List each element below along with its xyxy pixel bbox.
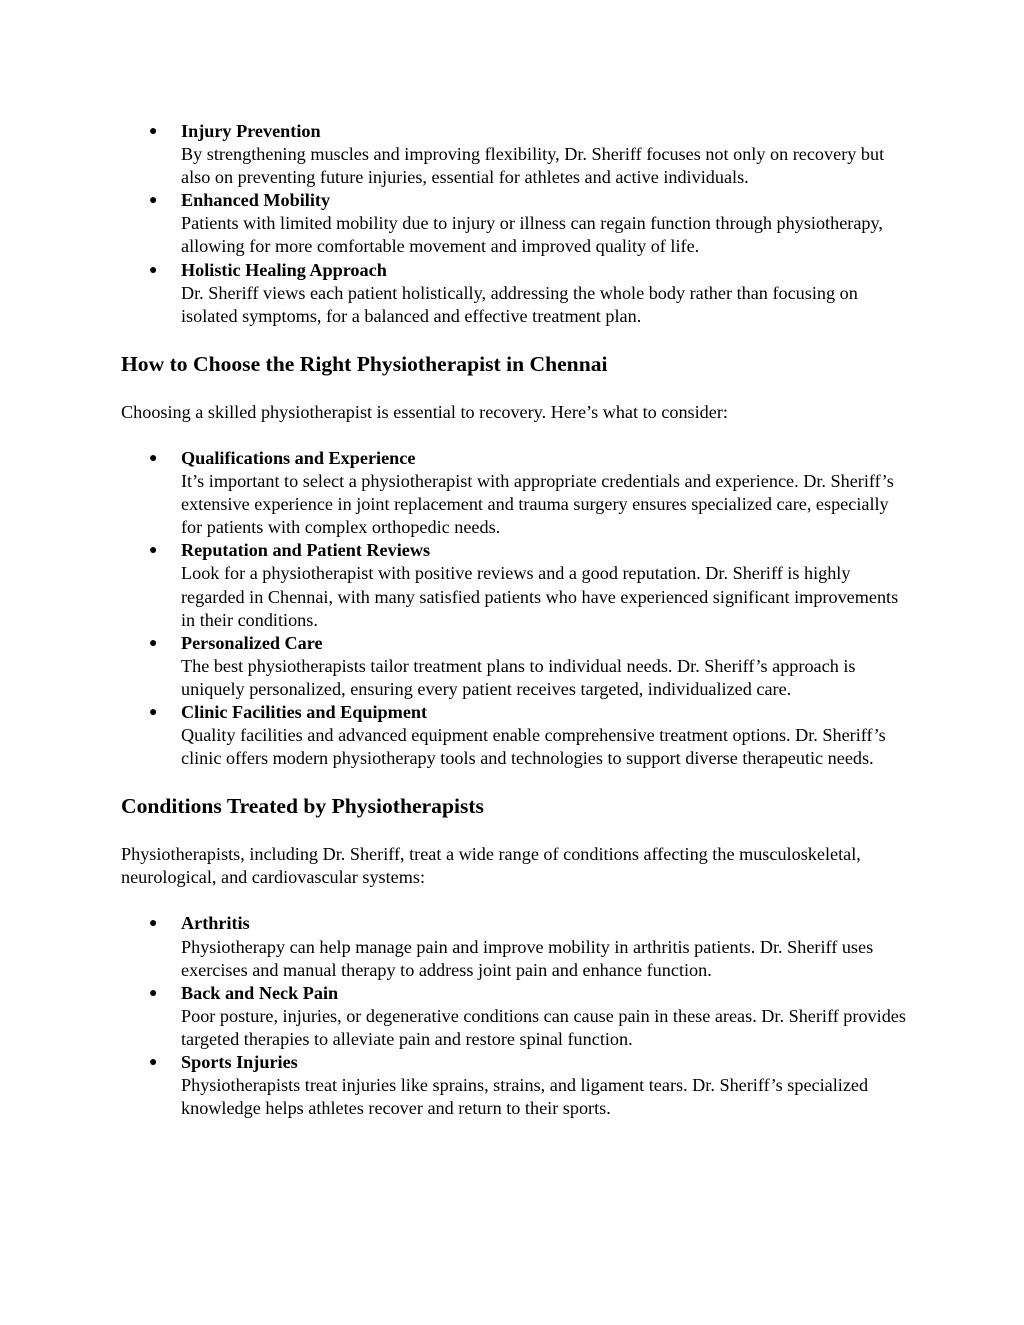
item-title: Clinic Facilities and Equipment (181, 701, 428, 722)
spacer (121, 377, 911, 401)
section-intro: Physiotherapists, including Dr. Sheriff, treat a wide range of conditions affecting the musculoskeletal, neurological, and cardiovascular systems: (121, 844, 861, 888)
list-item (121, 912, 911, 981)
item-description: Poor posture, injuries, or degenerative conditions can cause pain in these areas. Dr. Sheriff provides targeted therapies to alleviate pain and restore spinal function. (181, 1005, 906, 1049)
item-description: Patients with limited mobility due to injury or illness can regain function through physiotherapy, allowing for more comfortable movement and improved quality of life. (181, 213, 883, 257)
spacer (121, 328, 911, 351)
bullet-icon: ● (149, 916, 158, 932)
spacer (121, 819, 911, 843)
document-body (121, 120, 911, 1120)
bullet-icon: ● (149, 1055, 158, 1070)
conditions-list (121, 912, 911, 1120)
item-title: Arthritis (181, 913, 250, 934)
bullet-icon: ● (149, 450, 158, 466)
spacer (121, 770, 911, 793)
spacer (121, 424, 911, 447)
section-intro: Choosing a skilled physiotherapist is essential to recovery. Here’s what to consider: (121, 401, 728, 422)
item-description: By strengthening muscles and improving flexibility, Dr. Sheriff focuses not only on recovery but also on preventing future injuries, essential for athletes and active individuals. (181, 144, 885, 188)
list-item (121, 701, 911, 770)
benefits-list (121, 120, 911, 328)
item-title: Personalized Care (181, 632, 323, 653)
item-description: Physiotherapy can help manage pain and improve mobility in arthritis patients. Dr. Sheriff uses exercises and manual therapy to address joint pain and enhance function. (181, 936, 874, 980)
list-item (121, 539, 911, 631)
bullet-icon: ● (149, 704, 158, 720)
list-item (121, 632, 911, 701)
list-item (121, 189, 911, 258)
list-item (121, 1051, 911, 1120)
item-description: Quality facilities and advanced equipment enable comprehensive treatment options. Dr. Sheriff’s clinic offers modern physiotherapy tools and technologies to support diverse therapeutic needs. (181, 725, 886, 769)
bullet-icon: ● (149, 193, 158, 209)
criteria-list (121, 447, 911, 770)
item-title: Qualifications and Experience (181, 447, 416, 468)
section-heading-conditions-treated: Conditions Treated by Physiotherapists (121, 794, 484, 819)
list-item (121, 982, 911, 1051)
item-title: Back and Neck Pain (181, 982, 339, 1003)
item-description: Dr. Sheriff views each patient holistically, addressing the whole body rather than focusing on isolated symptoms, for a balanced and effective treatment plan. (181, 282, 858, 326)
list-item (121, 259, 911, 328)
item-title: Holistic Healing Approach (181, 259, 387, 280)
item-title: Injury Prevention (181, 121, 321, 141)
item-title: Reputation and Patient Reviews (181, 540, 431, 561)
bullet-icon: ● (149, 262, 158, 278)
section-heading-choose-physiotherapist: How to Choose the Right Physiotherapist in Chennai (121, 351, 608, 376)
item-description: Look for a physiotherapist with positive reviews and a good reputation. Dr. Sheriff is highly regarded in Chennai, with many satisfied patients who have experienced significant improvements in their conditions. (181, 563, 899, 630)
bullet-icon: ● (149, 985, 158, 1001)
item-description: The best physiotherapists tailor treatment plans to individual needs. Dr. Sheriff’s approach is uniquely personalized, ensuring every patient receives targeted, individualized care. (181, 655, 856, 699)
list-item (121, 447, 911, 539)
bullet-icon: ● (149, 543, 158, 559)
item-description: Physiotherapists treat injuries like sprains, strains, and ligament tears. Dr. Sheriff’s specialized knowledge helps athletes recover and return to their sports. (181, 1075, 869, 1119)
item-title: Sports Injuries (181, 1052, 298, 1072)
item-description: It’s important to select a physiotherapist with appropriate credentials and experience. Dr. Sheriff’s extensive experience in joint replacement and trauma surgery ensures specialized care, especially for patients with complex orthopedic needs. (181, 471, 894, 538)
bullet-icon: ● (149, 635, 158, 651)
list-item (121, 120, 911, 189)
bullet-icon: ● (149, 124, 158, 139)
item-title: Enhanced Mobility (181, 190, 331, 211)
spacer (121, 889, 911, 912)
